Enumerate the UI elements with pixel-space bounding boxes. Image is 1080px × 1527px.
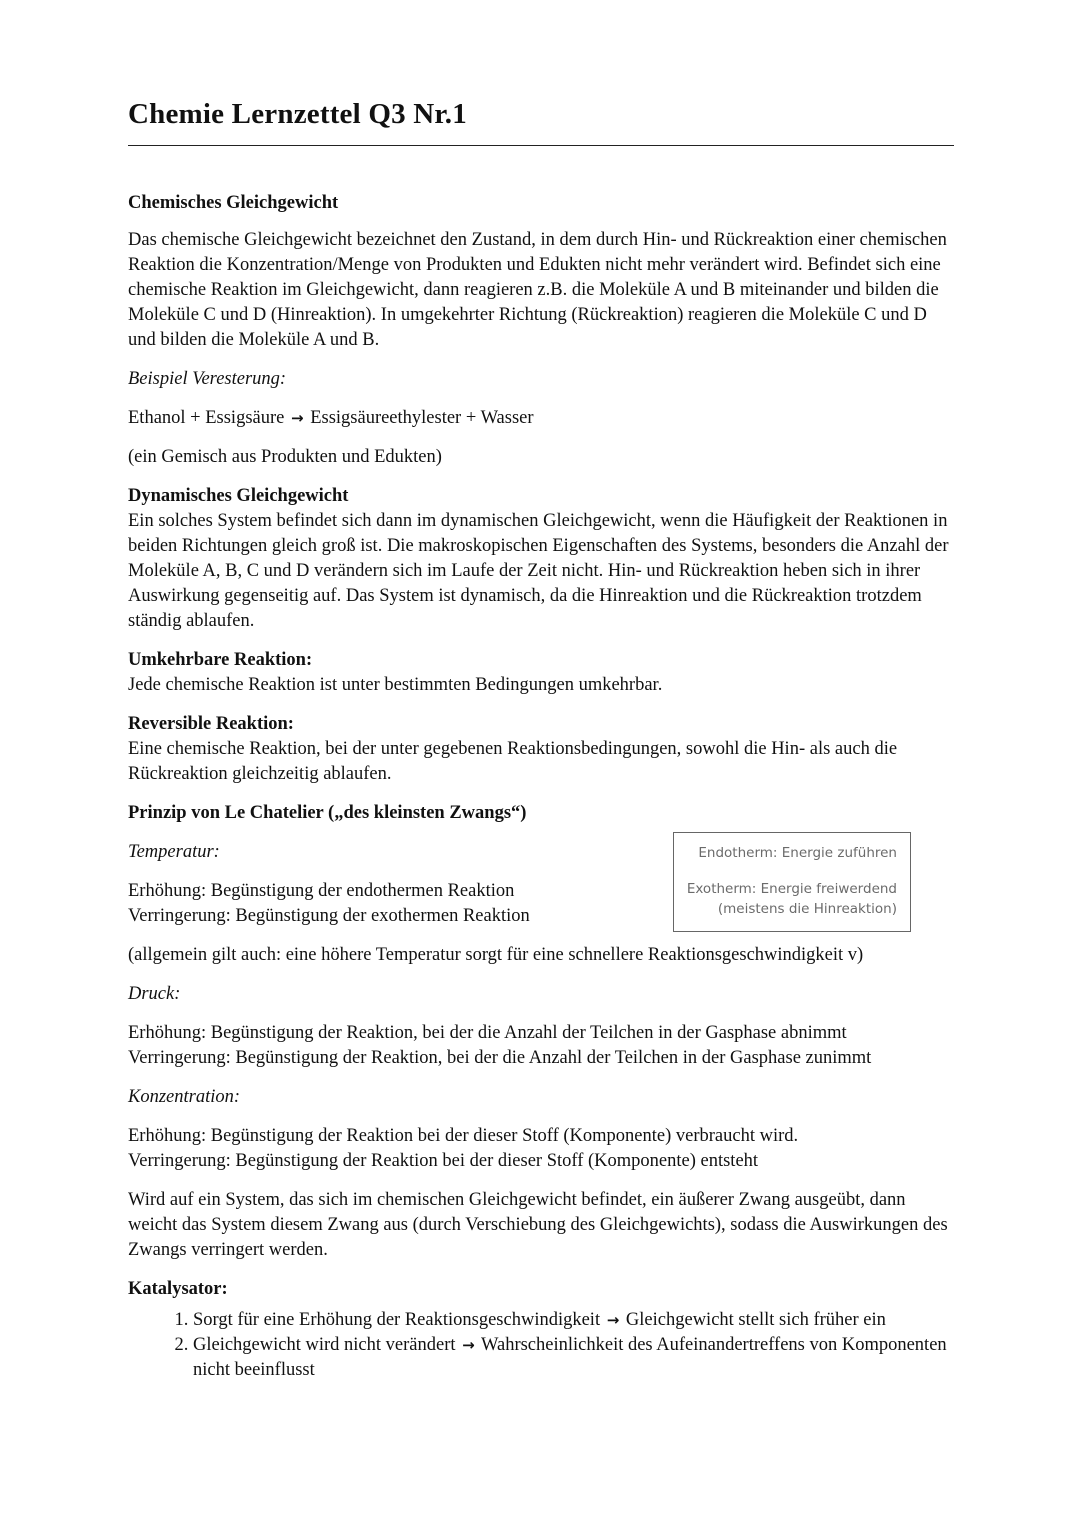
box-line-exotherm: Exotherm: Energie freiwerdend xyxy=(686,881,897,897)
arrow-right-icon: → xyxy=(462,1336,475,1354)
section-katalysator-heading: Katalysator: xyxy=(128,1279,228,1299)
concentration-decrease: Verringerung: Begünstigung der Reaktion bei der dieser Stoff (Komponente) entsteht xyxy=(128,1151,759,1171)
concentration-label: Konzentration: xyxy=(128,1087,241,1107)
example-equation xyxy=(128,406,954,431)
equation-products: Essigsäureethylester + Wasser xyxy=(310,408,534,428)
example-note: (ein Gemisch aus Produkten und Edukten) xyxy=(128,447,442,467)
box-line-note: (meistens die Hinreaktion) xyxy=(717,901,897,917)
equation-reactants: Ethanol + Essigsäure xyxy=(128,408,285,428)
section-text: Ein solches System befindet sich dann im dynamischen Gleichgewicht, wenn die Häufigkeit der Reaktionen in beiden Richtungen gleich groß ist. Die makroskopischen Eigenschaften des Systems, besonders die Anzahl der Moleküle A, B, C und D verändern sich im Laufe der Zeit nicht. Hin- und Rückreaktion heben sich in ihrer Auswirkung gegenseitig auf. Das System ist dynamisch, da die Hinreaktion und die Rückreaktion trotzdem ständig ablaufen. xyxy=(128,511,949,631)
temperature-label: Temperatur: xyxy=(128,842,220,862)
arrow-right-icon: → xyxy=(606,1311,620,1329)
list-item: 2. Gleichgewicht wird nicht verändert → Wahrscheinlichkeit des Aufeinandertreffens von Komponenten nicht beeinflusst xyxy=(193,1333,954,1383)
section-text: Eine chemische Reaktion, bei der unter gegebenen Reaktionsbedingungen, sowohl die Hin- als auch die Rückreaktion gleichzeitig ablaufen. xyxy=(128,739,898,784)
section-chemisches-gleichgewicht-heading: Chemisches Gleichgewicht xyxy=(128,193,339,213)
temperature-note: (allgemein gilt auch: eine höhere Temperatur sorgt für eine schnellere Reaktionsgeschwindigkeit v) xyxy=(128,945,864,965)
energy-info-box xyxy=(673,832,911,932)
section-text: Jede chemische Reaktion ist unter bestimmten Bedingungen umkehrbar. xyxy=(128,675,663,695)
section-le-chatelier-heading: Prinzip von Le Chatelier („des kleinsten Zwangs“) xyxy=(128,803,527,823)
concentration-rules xyxy=(128,1124,954,1174)
temperature-decrease: Verringerung: Begünstigung der exothermen Reaktion xyxy=(128,906,530,926)
section-heading: Dynamisches Gleichgewicht xyxy=(128,486,349,506)
temperature-increase: Erhöhung: Begünstigung der endothermen Reaktion xyxy=(128,881,515,901)
example-label: Beispiel Veresterung: xyxy=(128,369,287,389)
pressure-rules xyxy=(128,1021,954,1071)
document-body xyxy=(128,191,954,1383)
concentration-increase: Erhöhung: Begünstigung der Reaktion bei der dieser Stoff (Komponente) verbraucht wird. xyxy=(128,1126,799,1146)
section-heading: Umkehrbare Reaktion: xyxy=(128,650,313,670)
section-chemisches-gleichgewicht-text: Das chemische Gleichgewicht bezeichnet den Zustand, in dem durch Hin- und Rückreaktion einer chemischen Reaktion die Konzentration/Menge von Produkten und Edukten nicht mehr verändert wird. Befindet sich eine chemische Reaktion im Gleichgewicht, dann reagieren z.B. die Moleküle A und B miteinander und bilden die Moleküle C und D (Hinreaktion). In umgekehrter Richtung (Rückreaktion) reagieren die Moleküle C und D und bilden die Moleküle A und B. xyxy=(128,230,947,350)
arrow-right-icon: → xyxy=(290,409,304,427)
section-reversible-reaktion xyxy=(128,712,954,787)
list-item: 1. Sorgt für eine Erhöhung der Reaktionsgeschwindigkeit → Gleichgewicht stellt sich früher ein xyxy=(193,1308,954,1333)
pressure-decrease: Verringerung: Begünstigung der Reaktion, bei der die Anzahl der Teilchen in der Gasphase zunimmt xyxy=(128,1048,872,1068)
le-chatelier-summary: Wird auf ein System, das sich im chemischen Gleichgewicht befindet, ein äußerer Zwang ausgeübt, dann weicht das System diesem Zwang aus (durch Verschiebung des Gleichgewichts), sodass die Auswirkungen des Zwangs verringert werden. xyxy=(128,1190,948,1260)
pressure-increase: Erhöhung: Begünstigung der Reaktion, bei der die Anzahl der Teilchen in der Gasphase abnimmt xyxy=(128,1023,847,1043)
section-dynamisches-gleichgewicht xyxy=(128,484,954,634)
title-divider xyxy=(128,145,954,146)
box-line-endotherm: Endotherm: Energie zuführen xyxy=(698,845,897,861)
section-heading: Reversible Reaktion: xyxy=(128,714,294,734)
section-umkehrbare-reaktion xyxy=(128,648,954,698)
katalysator-list xyxy=(128,1308,954,1383)
document-title: Chemie Lernzettel Q3 Nr.1 xyxy=(128,98,467,130)
pressure-label: Druck: xyxy=(128,984,181,1004)
